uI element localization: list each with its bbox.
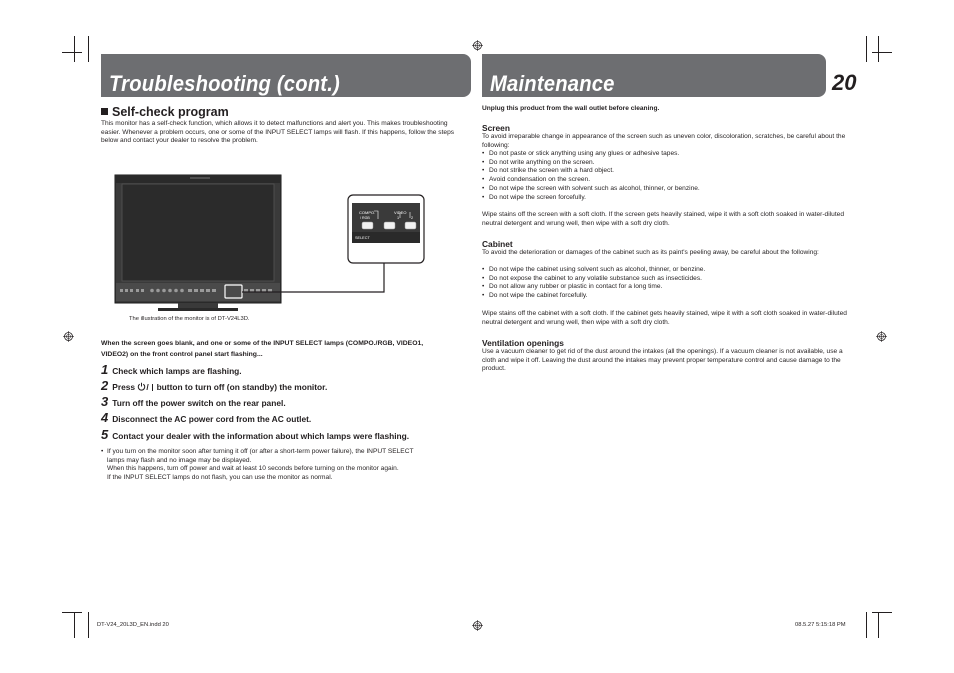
rgb-label: / RGB — [360, 216, 370, 220]
screen-intro: To avoid irreparable change in appearance of the screen such as uneven color, discoloration, scratches, be careful about the following: — [482, 133, 846, 149]
illustration-caption: The illustration of the monitor is of DT-V24L3D. — [129, 316, 250, 322]
ventilation-heading: Ventilation openings — [482, 338, 564, 348]
crop-mark — [74, 612, 75, 638]
cabinet-wipe: Wipe stains off the cabinet with a soft cloth. If the cabinet gets heavily stained, wipe it with a soft cloth soaked in water-diluted neutral detergent and wrung well, then wipe with a soft dry cloth. — [482, 310, 847, 326]
right-header-bar — [482, 54, 826, 97]
section-title: Self-check program — [112, 105, 229, 119]
video1-button — [384, 222, 395, 229]
step-5: 5 Contact your dealer with the information about which lamps were flashing. — [101, 427, 410, 442]
list-item: • Do not wipe the screen forcefully. — [482, 194, 852, 203]
square-bullet-icon — [101, 108, 108, 115]
cabinet-bullets — [482, 266, 852, 301]
compo-rgb-button — [362, 222, 373, 229]
list-item: • Do not strike the screen with a hard object. — [482, 167, 852, 176]
registration-mark-icon — [876, 331, 887, 342]
note-block: • If you turn on the monitor soon after turning it off (or after a short-term power failure), the INPUT SELECT lamps may flash and no image may be displayed. When this happens, turn off power and wait at least 10 seconds before turning on the monitor again. If the INPUT SELECT lamps do not flash, you can use the monitor as normal. — [101, 448, 414, 482]
step-1: 1 Check which lamps are flashing. — [101, 362, 242, 377]
cabinet-heading: Cabinet — [482, 239, 513, 249]
footer-timestamp: 08.5.27 5:15:18 PM — [795, 622, 846, 628]
list-item: • Do not allow any rubber or plastic in contact for a long time. — [482, 283, 852, 292]
select-label: SELECT — [355, 236, 370, 240]
self-check-intro: This monitor has a self-check function, which allows it to detect malfunctions and alert you. This makes troubleshooting easier. Whenever a problem occurs, one or some of the INPUT SELECT lamps will flash. If this happens, follow the steps below and contact your dealer to resolve the problem. — [101, 120, 455, 145]
crop-mark — [866, 612, 867, 638]
condition-line-2: VIDEO2) on the front control panel start flashing... — [101, 351, 263, 358]
left-header-title: Troubleshooting (cont.) — [109, 71, 340, 96]
condition-line-1: When the screen goes blank, and one or some of the INPUT SELECT lamps (COMPO./RGB, VIDEO1, — [101, 340, 424, 347]
cleaning-warning: Unplug this product from the wall outlet before cleaning. — [482, 105, 660, 112]
list-item: • Do not wipe the screen with solvent such as alcohol, thinner, or benzine. — [482, 185, 852, 194]
compo-label: COMPO. — [359, 210, 376, 215]
list-item: • Avoid condensation on the screen. — [482, 176, 852, 185]
crop-mark — [872, 612, 892, 613]
step-4: 4 Disconnect the AC power cord from the AC outlet. — [101, 410, 312, 425]
list-item: • Do not paste or stick anything using any glues or adhesive tapes. — [482, 150, 852, 159]
registration-mark-icon — [472, 620, 483, 631]
footer-file: DT-V24_20L3D_EN.indd 20 — [97, 622, 169, 628]
registration-mark-icon — [63, 331, 74, 342]
crop-mark — [88, 36, 89, 62]
registration-mark-icon — [472, 40, 483, 51]
video2-button — [405, 222, 416, 229]
screen-heading: Screen — [482, 123, 510, 133]
crop-mark — [74, 36, 75, 62]
page-number: 20 — [832, 70, 857, 95]
step-2: 2 Press / button to turn off (on standby) the monitor. — [101, 378, 328, 393]
video-2-label: 2 — [411, 216, 414, 220]
left-header-bar — [101, 54, 471, 97]
ventilation-text: Use a vacuum cleaner to get rid of the dust around the intakes (all the openings). If a vacuum cleaner is not available, use a cloth and wipe it off. Leaving the dust around the intakes may prevent proper temperature control and cause damage to the product. — [482, 348, 843, 373]
crop-mark — [62, 52, 82, 53]
crop-mark — [878, 612, 879, 638]
crop-mark — [872, 52, 892, 53]
list-item: • Do not wipe the cabinet forcefully. — [482, 292, 852, 301]
screen-wipe: Wipe stains off the screen with a soft cloth. If the screen gets heavily stained, wipe it with a soft cloth soaked in water-diluted neutral detergent and wrung well, then wipe with a soft dry cloth. — [482, 211, 844, 227]
list-item: • Do not expose the cabinet to any volatile substance such as insecticides. — [482, 275, 852, 284]
crop-mark — [878, 36, 879, 62]
video-1-label: 1 — [397, 216, 400, 220]
crop-mark — [62, 612, 82, 613]
list-item: • Do not write anything on the screen. — [482, 159, 852, 168]
monitor-screen — [122, 184, 274, 281]
cabinet-intro: To avoid the deterioration or damages of the cabinet such as its paint's peeling away, be careful about the following: — [482, 249, 819, 256]
list-item: • Do not wipe the cabinet using solvent such as alcohol, thinner, or benzine. — [482, 266, 852, 275]
standby-bar-icon — [152, 384, 153, 391]
crop-mark — [866, 36, 867, 62]
self-check-heading — [101, 103, 229, 121]
screen-bullets — [482, 150, 852, 202]
monitor-illustration — [114, 174, 428, 322]
crop-mark — [88, 612, 89, 638]
video-label: VIDEO — [394, 210, 407, 215]
step-3: 3 Turn off the power switch on the rear panel. — [101, 394, 286, 409]
right-header-title: Maintenance — [490, 71, 615, 96]
monitor-top-bezel — [115, 175, 281, 183]
monitor-stand-base — [158, 308, 238, 311]
